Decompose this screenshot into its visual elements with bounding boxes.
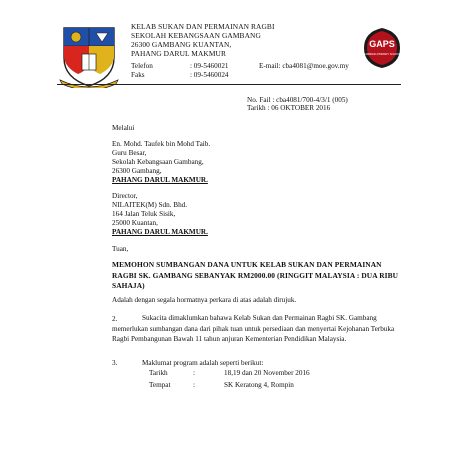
paragraph-3-number: 3.	[112, 359, 118, 367]
program-label: Tarikh	[149, 369, 168, 377]
letterhead-line-4: PAHANG DARUL MAKMUR	[131, 49, 226, 58]
program-value: SK Keratong 4, Rompin	[224, 381, 294, 389]
program-separator: :	[193, 381, 195, 389]
recipient2-line: 25000 Kuantan,	[112, 219, 158, 227]
letterhead-line-1: KELAB SUKAN DAN PERMAINAN RAGBI	[131, 22, 275, 31]
paragraph-3-text: Maklumat program adalah seperti berikut:	[142, 359, 264, 367]
paragraph-2-number: 2.	[112, 315, 118, 323]
gaps-logo-subtext: GAMBANG PRIMARY SCHOOL	[363, 53, 401, 56]
recipient2-line: Director,	[112, 192, 138, 200]
program-separator: :	[193, 369, 195, 377]
letterhead-line-3: 26300 GAMBANG KUANTAN,	[131, 40, 232, 49]
recipient2-state: PAHANG DARUL MAKMUR.	[112, 228, 208, 236]
program-label: Tempat	[149, 381, 171, 389]
recipient1-line: En. Mohd. Taufek bin Mohd Taib.	[112, 140, 211, 148]
paragraph-2-text: Sukacita dimaklumkan bahawa Kelab Sukan dan Permainan Ragbi SK. Gambang memerlukan sumbangan dana dari pihak tuan untuk persediaan dan menyertai Kejohanan Terbuka Ragbi Pembangunan Bawah 11 tahun anjuran Kementerian Pendidikan Malaysia.	[112, 314, 395, 344]
via-label: Melalui	[112, 124, 135, 132]
email-address: E-mail: cba4081@moe.gov.my	[259, 62, 349, 70]
gaps-logo-icon	[362, 26, 402, 70]
telephone-value: : 09-5460021	[190, 62, 229, 70]
recipient1-line: Sekolah Kebangsaan Gambang,	[112, 158, 204, 166]
recipient1-line: 26300 Gambang,	[112, 167, 162, 175]
program-value: 18,19 dan 20 November 2016	[224, 369, 310, 377]
letter-subject: MEMOHON SUMBANGAN DANA UNTUK KELAB SUKAN DAN PERMAINAN RAGBI SK. GAMBANG SEBANYAK RM2000.00 (RINGGIT MALAYSIA : DUA RIBU SAHAJA)	[112, 260, 399, 291]
header-rule	[57, 84, 401, 85]
fax-value: : 09-5460024	[190, 71, 229, 79]
opening-paragraph: Adalah dengan segala hormatnya perkara di atas adalah dirujuk.	[112, 296, 297, 304]
fax-label: Faks	[131, 71, 145, 79]
school-crest-icon	[58, 24, 120, 88]
recipient2-line: NILAITEK(M) Sdn. Bhd.	[112, 201, 188, 209]
salutation: Tuan,	[112, 245, 129, 253]
recipient1-state: PAHANG DARUL MAKMUR.	[112, 176, 208, 184]
telephone-label: Telefon	[131, 62, 153, 70]
recipient2-line: 164 Jalan Teluk Sisik,	[112, 210, 176, 218]
letterhead-line-2: SEKOLAH KEBANGSAAN GAMBANG	[131, 31, 261, 40]
file-number: No. Fail : cba4081/700-4/3/1 (005)	[247, 96, 348, 104]
gaps-logo-text: GAPS	[369, 39, 395, 49]
letter-date: Tarikh : 06 OKTOBER 2016	[247, 104, 331, 112]
recipient1-line: Guru Besar,	[112, 149, 147, 157]
